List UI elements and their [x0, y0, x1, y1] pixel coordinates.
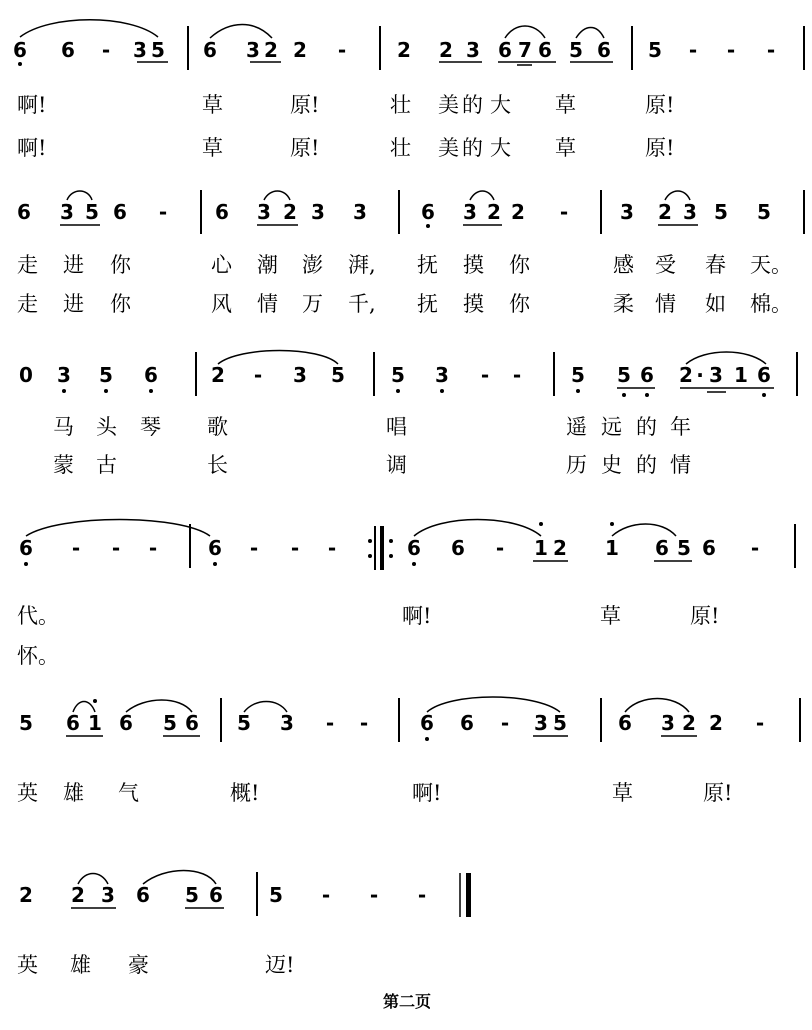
lyric-3-8: 的: [636, 415, 657, 439]
lyric-2b-2: 进: [63, 292, 84, 316]
note-4-4: -: [148, 536, 158, 560]
note-5-14: 3: [534, 711, 548, 735]
note-1-17: 5: [569, 38, 583, 62]
lyric-1-2: 草: [202, 93, 223, 117]
lyric-5-4: 概!: [230, 781, 260, 805]
lyric-4-4: 原!: [690, 604, 720, 628]
lyric-3b-3: 长: [207, 453, 228, 477]
lyric-2b-13: 如: [705, 292, 726, 316]
lyric-5-7: 原!: [703, 781, 733, 805]
note-1-1: 6: [13, 38, 27, 62]
lyric-1b-5: 美: [438, 136, 459, 160]
note-5-18: 2: [682, 711, 696, 735]
note-4-18: -: [750, 536, 760, 560]
note-5-6: 6: [185, 711, 199, 735]
lyric-1b-9: 原!: [645, 136, 675, 160]
note-2-4: 6: [113, 200, 127, 224]
note-1-11: 2: [397, 38, 411, 62]
note-1-20: -: [688, 38, 698, 62]
repeat-sign: [368, 526, 393, 570]
lyric-1b-8: 草: [555, 136, 576, 160]
notes-row-2: [17, 200, 771, 224]
note-1-19: 5: [648, 38, 662, 62]
note-1-4: 3: [133, 38, 147, 62]
note-3-8: 5: [331, 363, 345, 387]
note-1-3: -: [101, 38, 111, 62]
lyric-1-9: 原!: [645, 93, 675, 117]
lyric-1b-6: 的: [462, 136, 483, 160]
marks-5: [66, 697, 697, 736]
note-2-17: 2: [658, 200, 672, 224]
note-4-15: 6: [655, 536, 669, 560]
note-1-12: 2: [439, 38, 453, 62]
note-2-19: 5: [714, 200, 728, 224]
dots-2: [426, 224, 430, 228]
marks-4: [26, 520, 692, 562]
staff-system-2: [17, 190, 804, 316]
note-3-18: 3: [709, 363, 723, 387]
note-4-11: -: [495, 536, 505, 560]
note-2-16: 3: [620, 200, 634, 224]
note-5-19: 2: [709, 711, 723, 735]
note-4-5: 6: [208, 536, 222, 560]
lyric-6-4: 迈!: [265, 953, 295, 977]
lyric-2-14: 天。: [750, 253, 792, 277]
lyric-3-5: 唱: [386, 415, 407, 439]
lyric-1b-7: 大: [490, 136, 511, 160]
lyric-2-10: 你: [509, 253, 530, 277]
lyric-2b-7: 千,: [348, 292, 376, 316]
staff-system-3: [19, 351, 797, 478]
lyric-3b-5: 历: [566, 453, 587, 477]
lyric-2-2: 进: [63, 253, 84, 277]
lyric-3-2: 头: [96, 415, 117, 439]
lyric-1b-2: 草: [202, 136, 223, 160]
note-4-1: 6: [19, 536, 33, 560]
lyric-4b-1: 怀。: [17, 644, 59, 668]
lyric-3b-6: 史: [601, 453, 622, 477]
note-5-1: 5: [19, 711, 33, 735]
staff-system-5: [17, 697, 800, 805]
lyric-4-2: 啊!: [402, 604, 432, 628]
note-1-6: 6: [203, 38, 217, 62]
lyric-2b-9: 摸: [463, 292, 484, 316]
note-4-12: 1: [534, 536, 548, 560]
note-5-10: -: [359, 711, 369, 735]
note-3-6: -: [253, 363, 263, 387]
note-3-15: 6: [640, 363, 654, 387]
note-3-11: -: [480, 363, 490, 387]
lyric-2-9: 摸: [463, 253, 484, 277]
note-6-9: -: [369, 883, 379, 907]
note-5-3: 1: [88, 711, 102, 735]
note-2-8: 2: [283, 200, 297, 224]
note-2-20: 5: [757, 200, 771, 224]
note-2-14: 2: [511, 200, 525, 224]
note-6-10: -: [417, 883, 427, 907]
note-2-18: 3: [683, 200, 697, 224]
note-3-14: 5: [617, 363, 631, 387]
note-1-16: 6: [538, 38, 552, 62]
lyric-2b-12: 情: [655, 292, 676, 316]
note-3-12: -: [512, 363, 522, 387]
note-2-5: -: [158, 200, 168, 224]
note-2-2: 3: [60, 200, 74, 224]
note-1-5: 5: [151, 38, 165, 62]
lyric-2-8: 抚: [417, 253, 438, 277]
lyric-6-1: 英: [17, 953, 38, 977]
note-2-1: 6: [17, 200, 31, 224]
note-3-20: 6: [757, 363, 771, 387]
notes-row-1: [13, 38, 775, 62]
note-1-2: 6: [61, 38, 75, 62]
note-1-9: 2: [293, 38, 307, 62]
note-5-2: 6: [66, 711, 80, 735]
lyric-2-6: 澎: [302, 253, 323, 277]
note-5-11: 6: [420, 711, 434, 735]
lyric-2b-10: 你: [509, 292, 530, 316]
note-6-6: 6: [209, 883, 223, 907]
note-6-7: 5: [269, 883, 283, 907]
note-4-17: 6: [702, 536, 716, 560]
note-3-10: 3: [435, 363, 449, 387]
note-3-5: 2: [211, 363, 225, 387]
lyric-2-11: 感: [613, 253, 634, 277]
note-4-10: 6: [451, 536, 465, 560]
note-4-6: -: [249, 536, 259, 560]
lyric-3-4: 歌: [207, 415, 228, 439]
lyric-5-3: 气: [118, 781, 139, 805]
lyric-2-12: 受: [655, 253, 676, 277]
barlines-3: [196, 352, 797, 396]
dots-5: [93, 699, 429, 741]
lyric-2-3: 你: [110, 253, 131, 277]
lyric-1b-3: 原!: [290, 136, 320, 160]
note-1-15: 7: [518, 38, 532, 62]
staff-system-4: [17, 520, 795, 669]
lyric-5-1: 英: [17, 781, 38, 805]
note-5-13: -: [500, 711, 510, 735]
lyric-1-7: 大: [490, 93, 511, 117]
lyric-5-2: 雄: [63, 781, 84, 805]
lyric-2-7: 湃,: [348, 253, 376, 277]
note-1-10: -: [337, 38, 347, 62]
note-2-3: 5: [85, 200, 99, 224]
note-2-10: 3: [353, 200, 367, 224]
note-2-12: 3: [463, 200, 477, 224]
staff-system-1: [13, 20, 804, 160]
note-3-17: ·: [696, 363, 704, 387]
note-1-21: -: [726, 38, 736, 62]
note-3-19: 1: [734, 363, 748, 387]
note-2-9: 3: [311, 200, 325, 224]
dots-3: [62, 389, 766, 397]
barlines-1: [188, 26, 804, 70]
lyric-3b-8: 情: [670, 453, 691, 477]
notes-row-3: [19, 363, 771, 387]
note-5-7: 5: [237, 711, 251, 735]
note-1-14: 6: [498, 38, 512, 62]
lyric-3-1: 马: [53, 415, 74, 439]
note-1-7: 3: [246, 38, 260, 62]
note-3-2: 3: [57, 363, 71, 387]
dots-1: [18, 62, 22, 66]
note-5-9: -: [325, 711, 335, 735]
note-4-16: 5: [677, 536, 691, 560]
staff-system-6: [17, 871, 471, 978]
note-3-4: 6: [144, 363, 158, 387]
note-2-13: 2: [487, 200, 501, 224]
lyric-2b-3: 你: [110, 292, 131, 316]
lyric-2b-4: 风: [211, 292, 232, 316]
lyric-2b-8: 抚: [417, 292, 438, 316]
lyric-2-5: 潮: [257, 253, 278, 277]
note-5-17: 3: [661, 711, 675, 735]
note-3-7: 3: [293, 363, 307, 387]
lyric-4-1: 代。: [17, 604, 59, 628]
note-4-8: -: [327, 536, 337, 560]
lyric-6-3: 豪: [128, 953, 149, 977]
note-2-6: 6: [215, 200, 229, 224]
note-5-20: -: [755, 711, 765, 735]
lyric-2b-5: 情: [257, 292, 278, 316]
lyric-2b-14: 棉。: [750, 292, 792, 316]
note-4-14: 1: [605, 536, 619, 560]
note-4-3: -: [111, 536, 121, 560]
marks-2: [60, 191, 698, 225]
note-6-3: 3: [101, 883, 115, 907]
lyric-6-2: 雄: [70, 953, 91, 977]
lyric-5-5: 啊!: [412, 781, 442, 805]
lyric-3-6: 遥: [566, 415, 587, 439]
note-2-15: -: [559, 200, 569, 224]
note-4-2: -: [71, 536, 81, 560]
lyric-3-7: 远: [601, 415, 622, 439]
page-number: 第二页: [382, 992, 432, 1011]
note-5-12: 6: [460, 711, 474, 735]
note-1-22: -: [766, 38, 776, 62]
note-2-7: 3: [257, 200, 271, 224]
lyric-2b-11: 柔: [613, 292, 634, 316]
lyric-2-4: 心: [211, 253, 232, 277]
note-3-9: 5: [391, 363, 405, 387]
note-5-16: 6: [618, 711, 632, 735]
lyric-1b-1: 啊!: [17, 136, 47, 160]
lyric-3b-4: 调: [386, 453, 407, 477]
note-6-5: 5: [185, 883, 199, 907]
lyric-3b-7: 的: [636, 453, 657, 477]
final-barline: [460, 873, 471, 917]
note-1-18: 6: [597, 38, 611, 62]
lyric-3-3: 琴: [140, 415, 161, 439]
note-6-4: 6: [136, 883, 150, 907]
notes-row-5: [19, 711, 764, 735]
note-1-8: 2: [264, 38, 278, 62]
lyric-5-6: 草: [612, 781, 633, 805]
note-6-2: 2: [71, 883, 85, 907]
lyric-3b-2: 古: [96, 453, 117, 477]
lyric-1-3: 原!: [290, 93, 320, 117]
note-5-15: 5: [553, 711, 567, 735]
note-1-13: 3: [466, 38, 480, 62]
lyric-2-13: 春: [705, 253, 726, 277]
lyric-2b-1: 走: [17, 292, 38, 316]
note-6-8: -: [321, 883, 331, 907]
note-3-3: 5: [99, 363, 113, 387]
note-3-16: 2: [679, 363, 693, 387]
note-4-13: 2: [553, 536, 567, 560]
note-3-1: 0: [19, 363, 33, 387]
notes-row-6: [19, 883, 426, 907]
lyric-2-1: 走: [17, 253, 38, 277]
lyric-1-1: 啊!: [17, 93, 47, 117]
note-5-4: 6: [119, 711, 133, 735]
note-4-7: -: [290, 536, 300, 560]
lyric-3-9: 年: [670, 415, 691, 439]
lyric-1b-4: 壮: [390, 136, 411, 160]
lyric-1-8: 草: [555, 93, 576, 117]
lyric-1-5: 美: [438, 93, 459, 117]
note-4-9: 6: [407, 536, 421, 560]
lyric-2b-6: 万: [302, 292, 323, 316]
lyric-4-3: 草: [600, 604, 621, 628]
lyric-3b-1: 蒙: [53, 453, 74, 477]
note-2-11: 6: [421, 200, 435, 224]
note-6-1: 2: [19, 883, 33, 907]
note-5-8: 3: [280, 711, 294, 735]
note-5-5: 5: [163, 711, 177, 735]
note-3-13: 5: [571, 363, 585, 387]
lyric-1-6: 的: [462, 93, 483, 117]
lyric-1-4: 壮: [390, 93, 411, 117]
